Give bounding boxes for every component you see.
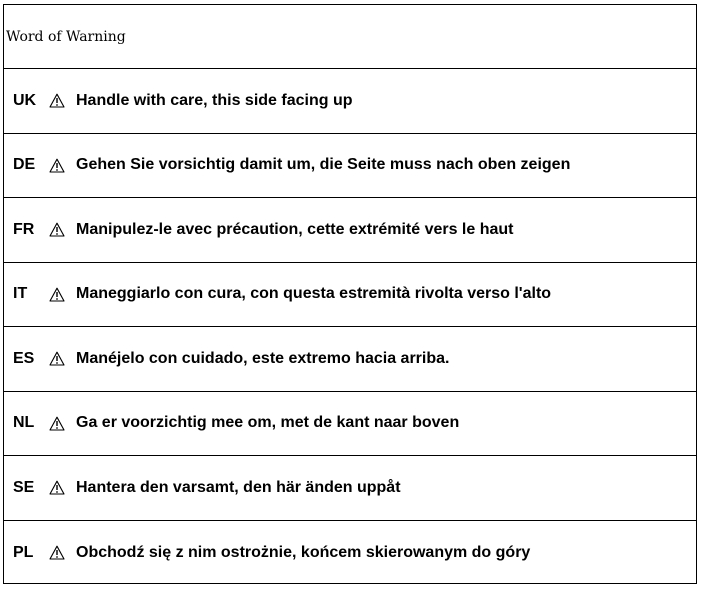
warning-text: Obchodź się z nim ostrożnie, końcem skierowanym do góry	[76, 543, 531, 561]
warning-table	[3, 4, 697, 584]
warning-text: Handle with care, this side facing up	[76, 91, 353, 109]
language-code: IT	[13, 285, 28, 303]
warning-text: Manipulez-le avec précaution, cette extrémité vers le haut	[76, 220, 514, 238]
warning-triangle-icon	[48, 351, 66, 367]
language-code: UK	[13, 91, 37, 109]
table-row-nl	[4, 392, 696, 457]
warning-triangle-icon	[48, 93, 66, 109]
warning-triangle-icon	[48, 480, 66, 496]
table-row-it	[4, 263, 696, 328]
table-row-pl	[4, 521, 696, 586]
table-row-se	[4, 456, 696, 521]
table-title: Word of Warning	[6, 28, 126, 45]
warning-text: Hantera den varsamt, den här änden uppåt	[76, 478, 401, 496]
language-code: SE	[13, 478, 35, 496]
language-code: ES	[13, 349, 35, 367]
warning-triangle-icon	[48, 286, 66, 302]
table-row-es	[4, 327, 696, 392]
warning-triangle-icon	[48, 222, 66, 238]
warning-text: Gehen Sie vorsichtig damit um, die Seite muss nach oben zeigen	[76, 156, 571, 174]
warning-text: Ga er voorzichtig mee om, met de kant naar boven	[76, 414, 460, 432]
table-row-de	[4, 134, 696, 199]
table-header	[4, 5, 696, 69]
warning-triangle-icon	[48, 415, 66, 431]
table-row-uk	[4, 69, 696, 134]
warning-triangle-icon	[48, 157, 66, 173]
language-code: PL	[13, 543, 34, 561]
language-code: DE	[13, 156, 36, 174]
language-code: FR	[13, 220, 35, 238]
warning-text: Maneggiarlo con cura, con questa estremità rivolta verso l'alto	[76, 285, 552, 303]
warning-triangle-icon	[48, 545, 66, 561]
warning-text: Manéjelo con cuidado, este extremo hacia arriba.	[76, 349, 450, 367]
table-row-fr	[4, 198, 696, 263]
language-code: NL	[13, 414, 35, 432]
